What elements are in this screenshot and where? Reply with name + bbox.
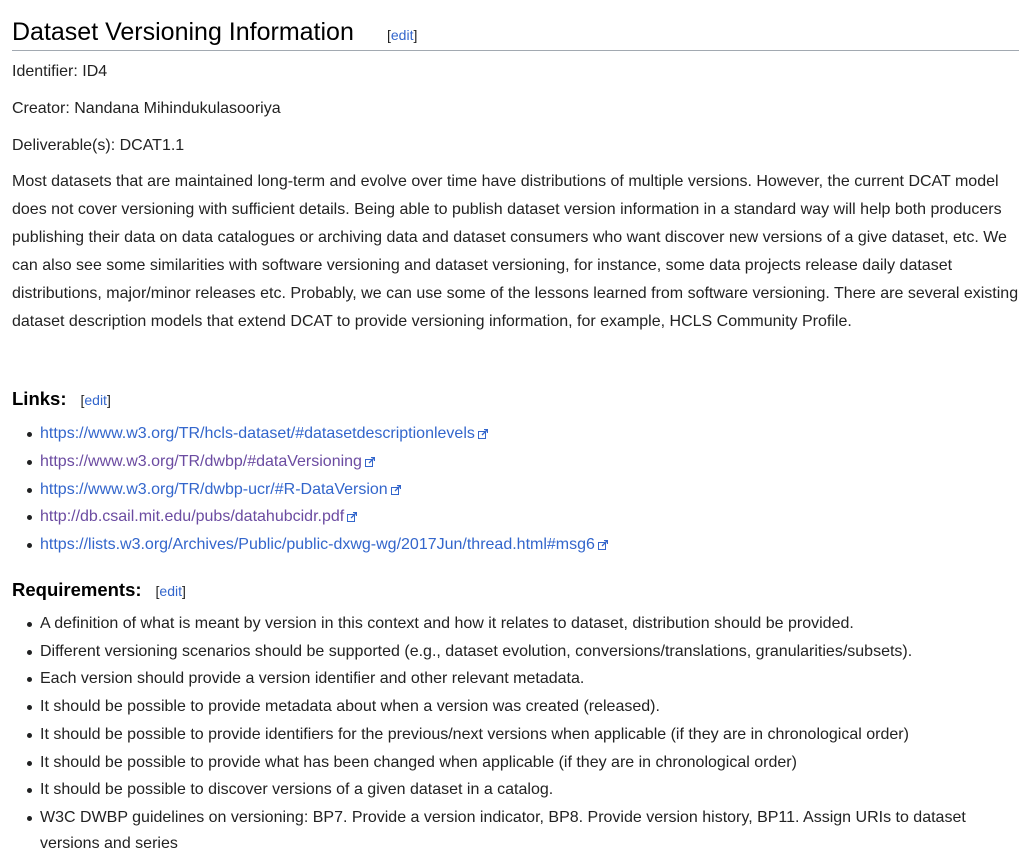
requirements-edit-link[interactable]: edit <box>159 583 182 599</box>
list-item: It should be possible to provide what has been changed when applicable (if they are in chronological order) <box>26 749 1016 777</box>
requirements-list <box>26 610 1016 857</box>
links-heading-title: Links: <box>12 388 67 409</box>
deliverables-text: Deliverable(s): DCAT1.1 <box>12 137 185 154</box>
identifier-text: Identifier: ID4 <box>12 63 108 80</box>
links-edit-section: [edit] <box>80 392 111 408</box>
section-heading <box>12 14 1019 51</box>
links-edit-link[interactable]: edit <box>84 392 107 408</box>
external-link[interactable]: https://www.w3.org/TR/hcls-dataset/#datasetdescriptionlevels <box>40 425 475 442</box>
list-item <box>26 420 1016 448</box>
list-item: It should be possible to provide identifiers for the previous/next versions when applicable (if they are in chronological order) <box>26 721 1016 749</box>
edit-section-link: [edit] <box>387 27 418 43</box>
list-item: It should be possible to discover versions of a given dataset in a catalog. <box>26 776 1016 804</box>
external-link-icon <box>347 512 357 522</box>
list-item <box>26 476 1016 504</box>
external-link-icon <box>391 485 401 495</box>
requirements-edit-section: [edit] <box>155 583 186 599</box>
list-item <box>26 531 1016 559</box>
requirements-heading-title: Requirements: <box>12 579 142 600</box>
list-item: A definition of what is meant by version in this context and how it relates to dataset, distribution should be provided. <box>26 610 1016 638</box>
list-item: Different versioning scenarios should be supported (e.g., dataset evolution, conversions/translations, granularities/subsets). <box>26 638 1016 666</box>
page-title: Dataset Versioning Information <box>12 18 354 46</box>
links-list <box>26 420 1016 559</box>
external-link[interactable]: https://www.w3.org/TR/dwbp-ucr/#R-DataVersion <box>40 480 388 498</box>
creator-text: Creator: Nandana Mihindukulasooriya <box>12 100 281 117</box>
external-link[interactable]: https://www.w3.org/TR/dwbp/#dataVersioning <box>40 452 362 470</box>
external-link[interactable]: http://db.csail.mit.edu/pubs/datahubcidr.pdf <box>40 508 345 526</box>
list-item: Each version should provide a version identifier and other relevant metadata. <box>26 665 1016 693</box>
list-item: It should be possible to provide metadata about when a version was created (released). <box>26 693 1016 721</box>
external-link-icon <box>478 429 488 439</box>
requirements-heading <box>12 579 186 601</box>
edit-link[interactable]: edit <box>390 27 414 43</box>
external-link[interactable]: https://lists.w3.org/Archives/Public/public-dxwg-wg/2017Jun/thread.html#msg6 <box>40 536 595 553</box>
links-heading <box>12 388 111 410</box>
list-item <box>26 503 1016 531</box>
external-link-icon <box>365 457 375 467</box>
list-item: W3C DWBP guidelines on versioning: BP7. Provide a version indicator, BP8. Provide version history, BP11. Assign URIs to dataset versions and series <box>26 804 1016 857</box>
description-paragraph: Most datasets that are maintained long-term and evolve over time have distributions of multiple versions. However, the current DCAT model does not cover versioning with sufficient details. Being able to publish dataset version information in a standard way will help both producers publishing their data on data catalogues or archiving data and dataset consumers who want discover new versions of a give dataset, etc. We can also see some similarities with software versioning and dataset versioning, for instance, some data projects release daily dataset distributions, major/minor releases etc. Probably, we can use some of the lessons learned from software versioning. There are several existing dataset description models that extend DCAT to provide versioning information, for example, HCLS Community Profile. <box>12 173 1019 330</box>
external-link-icon <box>598 540 608 550</box>
list-item <box>26 448 1016 476</box>
